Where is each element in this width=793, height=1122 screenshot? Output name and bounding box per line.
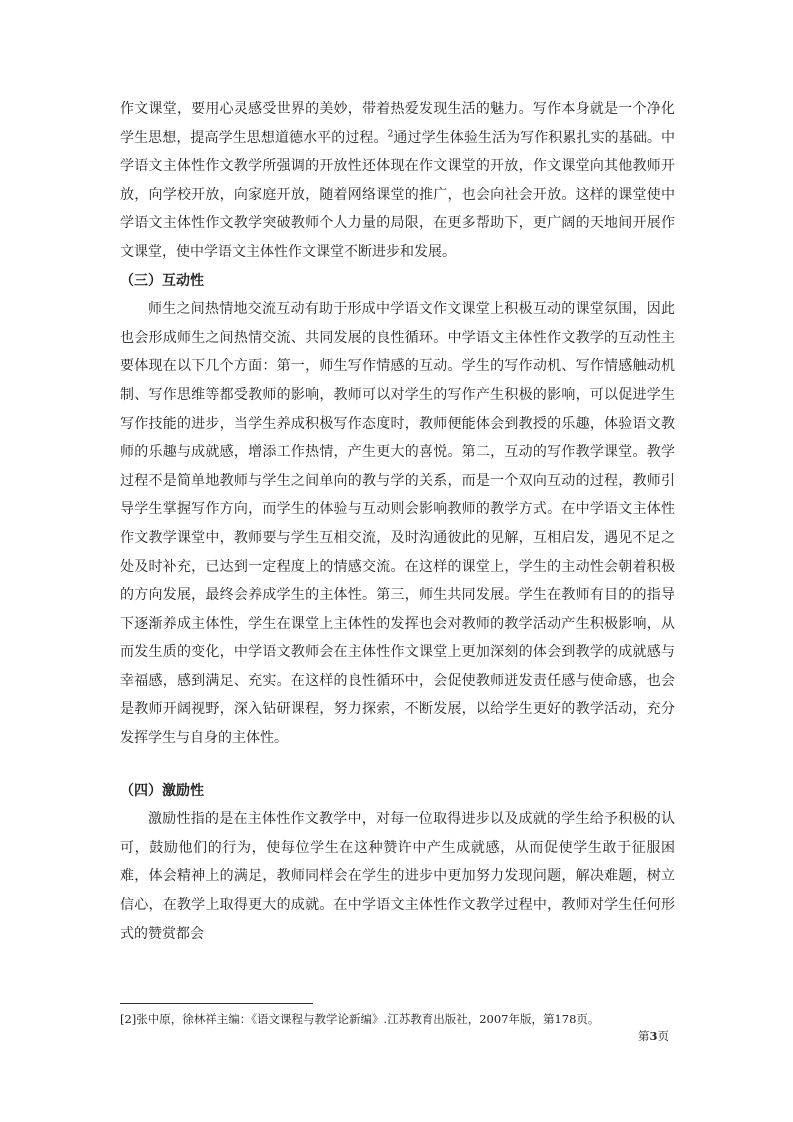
section-spacer (120, 753, 675, 777)
paragraph-openness-continued (120, 95, 675, 267)
page-number-prefix: 第 (637, 1029, 650, 1043)
section-heading-interactivity: （三）互动性 (120, 272, 204, 289)
section-heading-motivation: （四）激励性 (120, 782, 204, 799)
page-number-suffix: 页 (657, 1029, 669, 1043)
paragraph-motivation: 激励性指的是在主体性作文教学中，对每一位取得进步以及成就的学生给予积极的认可，鼓励他们的行为，使每位学生在这种赞许中产生成就感，从而促使学生敢于征服困难，体会精神上的满足，教师同样会在学生的进步中更加努力发现问题，解决难题，树立信心，在教学上取得更大的成就。在中学语文主体性作文教学过程中，教师对学生任何形式的赞赏都会 (120, 811, 675, 942)
page-number (638, 1028, 669, 1044)
footnote: [2]张中原，徐林祥主编：《语文课程与教学论新编》.江苏教育出版社，2007年版，第178页。 (120, 1012, 600, 1026)
page-number-value: 3 (649, 1029, 658, 1043)
page-body (120, 95, 675, 948)
footnote-separator (120, 1003, 313, 1004)
paragraph-text: 通过学生体验生活为写作积累扎实的基础。中学语文主体性作文教学所强调的开放性还体现在作文课堂的开放，作文课堂向其他教师开放，向学校开放，向家庭开放，随着网络课堂的推广，也会向社会开放。这样的课堂使中学语文主体性作文教学突破教师个人力量的局限，在更多帮助下，更广阔的天地间开展作文课堂，使中学语文主体性作文课堂不断进步和发展。 (120, 129, 676, 260)
paragraph-text: 作文课堂，要用心灵感受世界的美妙，带着热爱发现生活的魅力。写作本身就是一个净化学生思想，提高学生思想道德水平的过程。 (120, 101, 675, 146)
paragraph-interactivity: 师生之间热情地交流互动有助于形成中学语文作文课堂上积极互动的课堂氛围，因此也会形成师生之间热情交流、共同发展的良性循环。中学语文主体性作文教学的互动性主要体现在以下几个方面：第一，师生写作情感的互动。学生的写作动机、写作情感触动机制、写作思维等都受教师的影响，教师可以对学生的写作产生积极的影响，可以促进学生写作技能的进步，当学生养成积极写作态度时，教师便能体会到教授的乐趣，体验语文教师的乐趣与成就感，增添工作热情，产生更大的喜悦。第二，互动的写作教学课堂。教学过程不是简单地教师与学生之间单向的教与学的关系，而是一个双向互动的过程，教师引导学生掌握写作方向，而学生的体验与互动则会影响教师的教学方式。在中学语文主体性作文教学课堂中，教师要与学生互相交流，及时沟通彼此的见解，互相启发，遇见不足之处及时补充，已达到一定程度上的情感交流。在这样的课堂上，学生的主动性会朝着积极的方向发展，最终会养成学生的主体性。第三，师生共同发展。学生在教师有目的的指导下逐渐养成主体性，学生在课堂上主体性的发挥也会对教师的教学活动产生积极影响，从而发生质的变化，中学语文教师会在主体性作文课堂上更加深刻的体会到教学的成就感与幸福感，感到满足、充实。在这样的良性循环中，会促使教师迸发责任感与使命感，也会是教师开阔视野，深入钻研课程，努力探索，不断发展，以给学生更好的教学活动，充分发挥学生与自身的主体性。 (120, 301, 675, 747)
footnote-reference[interactable]: 2 (387, 128, 394, 139)
